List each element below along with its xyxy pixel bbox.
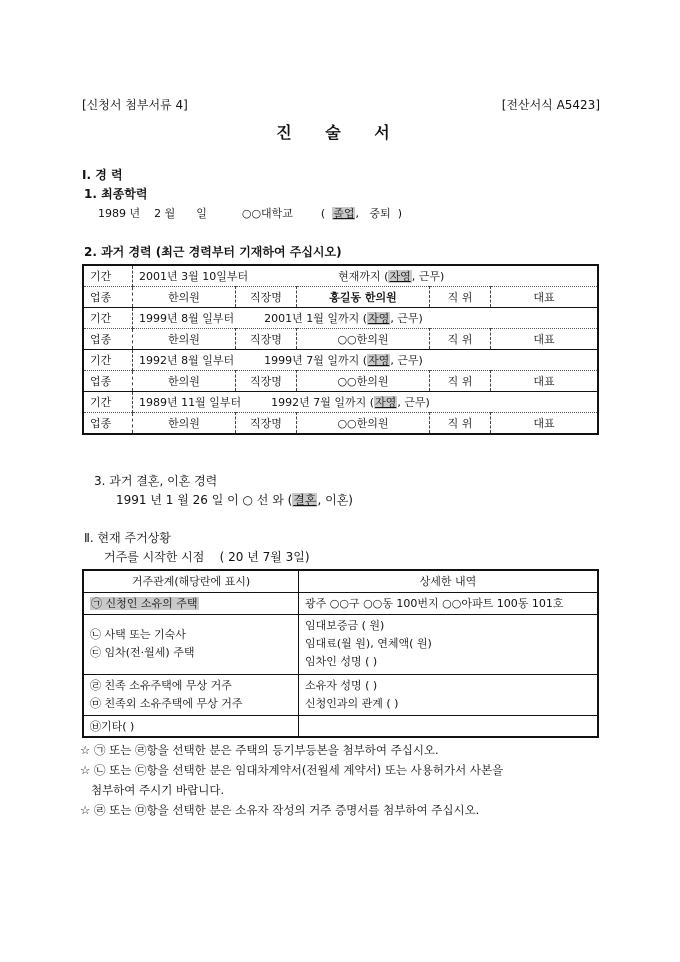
career-position: 대표 (491, 329, 599, 350)
career-workplace: ○○한의원 (297, 329, 430, 350)
edu-status-sep: , (355, 207, 359, 220)
career-mode-rest: , 근무) (390, 312, 423, 325)
career-type: 한의원 (133, 287, 236, 308)
career-end: 1999년 7월 일까지 (264, 354, 360, 367)
residence-start-date: ( 20 년 7월 3일) (219, 550, 310, 564)
career-mode-open: ( (369, 396, 375, 409)
edu-school: ○○대학교 (241, 207, 293, 220)
residence-own-address: 광주 ○○구 ○○동 100번지 ○○아파트 100동 101호 (299, 592, 599, 614)
document-title: 진 술 서 (276, 123, 404, 142)
career-workplace: ○○한의원 (297, 371, 430, 392)
career-position: 대표 (491, 413, 599, 435)
residence-rent-details (299, 614, 599, 674)
career-end: 현재까지 (338, 270, 381, 283)
edu-status-dropout: 중퇴 (369, 207, 391, 220)
residence-option-rent (83, 614, 299, 674)
career-type-label: 업종 (83, 287, 133, 308)
edu-year: 1989 년 (98, 207, 141, 220)
career-detail-row (83, 413, 598, 435)
career-period-row (83, 350, 598, 371)
career-period (133, 308, 599, 329)
career-position: 대표 (491, 371, 599, 392)
residence-table (82, 569, 599, 738)
career-mode-rest: , 근무) (397, 396, 430, 409)
career-type-label: 업종 (83, 371, 133, 392)
career-type-label: 업종 (83, 329, 133, 350)
marriage-line (116, 491, 353, 508)
career-start: 1999년 8월 일부터 (139, 312, 235, 325)
career-mode-selected: 자영 (368, 312, 390, 325)
edu-paren-close: ) (397, 207, 403, 220)
career-period-label: 기간 (83, 265, 133, 287)
career-start: 1989년 11월 일부터 (139, 396, 242, 409)
career-workplace-label: 직장명 (236, 371, 297, 392)
residence-option-other: ㉥기타( ) (83, 715, 299, 737)
education-line (98, 205, 402, 221)
career-position-label: 직 위 (430, 329, 491, 350)
marriage-selected: 결혼 (293, 493, 317, 507)
marriage-heading: 3. 과거 결혼, 이혼 경력 (94, 474, 218, 488)
section1-heading: Ⅰ. 경 력 (82, 168, 123, 182)
career-mode-selected: 자영 (368, 354, 390, 367)
residence-col-relation: 거주관계(해당란에 표시) (83, 570, 299, 592)
attachment-tag: [신청서 첨부서류 4] (82, 98, 188, 112)
career-period-label: 기간 (83, 392, 133, 413)
education-heading: 1. 최종학력 (84, 187, 148, 201)
career-mode-open: ( (362, 312, 368, 325)
career-period (133, 265, 599, 287)
form-code-tag: [전산서식 A5423] (501, 98, 600, 112)
edu-month: 2 월 (154, 207, 176, 220)
note-item: 첨부하여 주시기 바랍니다. (80, 783, 225, 797)
rent-deposit: 임대보증금 ( 원) (305, 619, 385, 632)
career-detail-row (83, 287, 598, 308)
career-period-row (83, 265, 598, 287)
career-type-label: 업종 (83, 413, 133, 435)
career-detail-row (83, 371, 598, 392)
note-item: ☆ ㉣ 또는 ㉤항을 선택한 분은 소유자 작성의 거주 증명서를 첨부하여 주십시오. (80, 803, 480, 817)
career-workplace: ○○한의원 (297, 413, 430, 435)
notes (80, 740, 503, 820)
career-position-label: 직 위 (430, 413, 491, 435)
residence-other-detail (299, 715, 599, 737)
owner-relation: 신청인과의 관계 ( ) (305, 696, 399, 710)
career-mode-selected: 자영 (389, 270, 411, 283)
residence-option-lease: ㉢ 임차(전·월세) 주택 (90, 646, 195, 659)
career-type: 한의원 (133, 413, 236, 435)
career-mode-selected: 자영 (375, 396, 397, 409)
career-workplace-label: 직장명 (236, 413, 297, 435)
owner-name: 소유자 성명 ( ) (305, 678, 378, 692)
career-mode-rest: , 근무) (411, 270, 445, 283)
residence-start-label: 거주를 시작한 시점 (104, 550, 205, 564)
residence-col-detail: 상세한 내역 (299, 570, 599, 592)
career-position-label: 직 위 (430, 371, 491, 392)
career-start: 2001년 3월 10일부터 (139, 270, 249, 283)
residence-start-line (104, 548, 310, 565)
career-type: 한의원 (133, 329, 236, 350)
career-type: 한의원 (133, 371, 236, 392)
rent-lessee-name: 임차인 성명 ( ) (305, 655, 378, 668)
career-workplace-label: 직장명 (236, 287, 297, 308)
residence-option-free (83, 674, 299, 715)
residence-option-relative: ㉣ 친족 소유주택에 무상 거주 (90, 678, 232, 692)
section2-heading: Ⅱ. 현재 주거상황 (84, 531, 171, 545)
career-period (133, 392, 599, 413)
career-heading: 2. 과거 경력 (최근 경력부터 기재하여 주십시오) (84, 245, 342, 259)
career-mode-open: ( (384, 270, 389, 283)
marriage-rest: , 이혼) (317, 493, 353, 507)
career-end: 2001년 1월 일까지 (264, 312, 360, 325)
career-mode-open: ( (362, 354, 368, 367)
marriage-date: 1991 년 1 월 26 일 이 ○ 선 와 ( (116, 493, 293, 507)
career-period-label: 기간 (83, 350, 133, 371)
residence-option-company: ㉡ 사택 또는 기숙사 (90, 628, 186, 641)
career-detail-row (83, 329, 598, 350)
residence-option-nonrelative: ㉤ 친족외 소유주택에 무상 거주 (90, 696, 243, 710)
career-end: 1992년 7월 일까지 (271, 396, 367, 409)
rent-monthly: 임대료(월 원), 연체액( 원) (305, 637, 432, 650)
career-position-label: 직 위 (430, 287, 491, 308)
career-position: 대표 (491, 287, 599, 308)
edu-status-graduated: 졸업 (333, 207, 355, 220)
career-start: 1992년 8월 일부터 (139, 354, 235, 367)
career-workplace-label: 직장명 (236, 329, 297, 350)
edu-paren-open: ( (320, 207, 326, 220)
residence-owner-details (299, 674, 599, 715)
residence-option-own-label: ㉠ 신청인 소유의 주택 (91, 597, 198, 610)
career-period-label: 기간 (83, 308, 133, 329)
career-mode-rest: , 근무) (390, 354, 423, 367)
edu-day: 일 (196, 207, 207, 220)
career-period-row (83, 308, 598, 329)
career-period (133, 350, 599, 371)
note-item: ☆ ㉠ 또는 ㉣항을 선택한 분은 주택의 등기부등본을 첨부하여 주십시오. (80, 743, 439, 757)
career-table (82, 264, 599, 435)
career-period-row (83, 392, 598, 413)
career-workplace: 홍길동 한의원 (297, 287, 430, 308)
note-item: ☆ ㉡ 또는 ㉢항을 선택한 분은 임대차계약서(전월세 계약서) 또는 사용허가서 사본을 (80, 763, 504, 777)
residence-option-own (83, 592, 299, 614)
